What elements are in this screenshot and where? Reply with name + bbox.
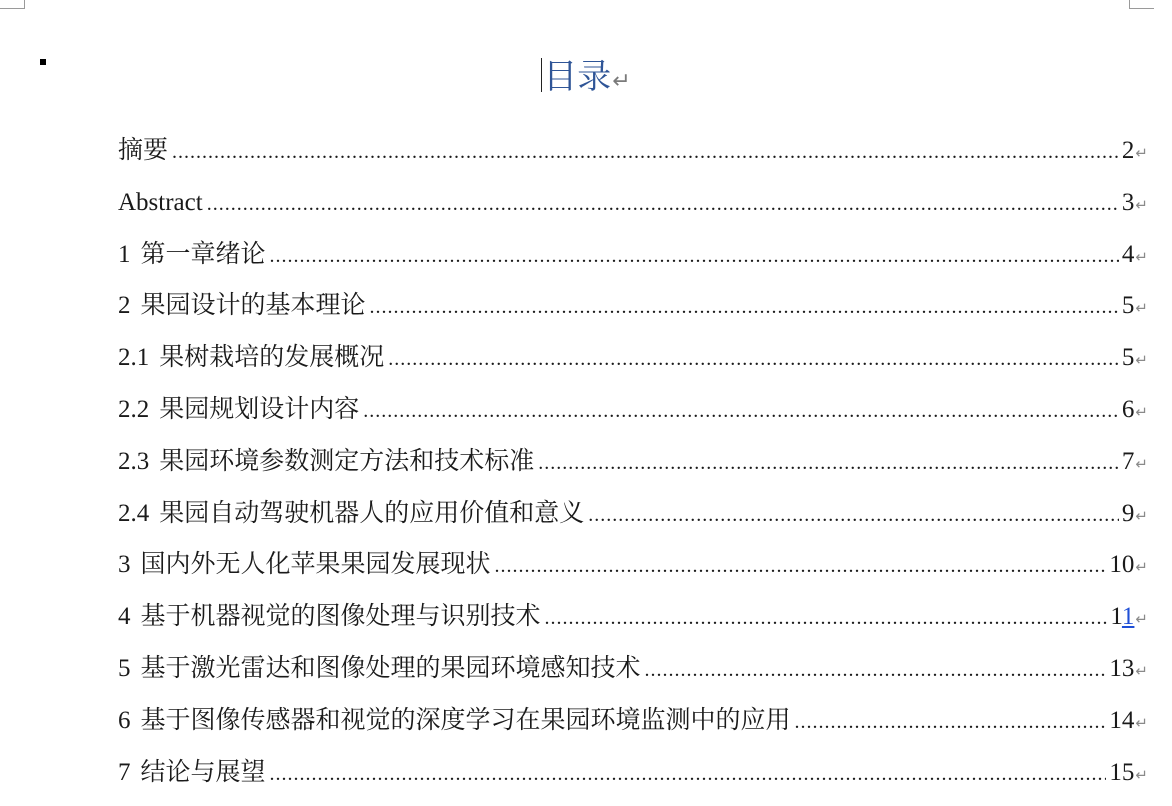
paragraph-mark-icon: ↵ <box>1135 610 1148 629</box>
toc-entry-page: 2 <box>1121 137 1135 164</box>
toc-entry-text: Abstract <box>118 188 203 216</box>
toc-entry-number: 6 <box>118 706 131 734</box>
toc-entry[interactable] <box>118 591 1148 643</box>
toc-entry-page: 10 <box>1109 551 1135 579</box>
toc-entry-text: 果园规划设计内容 <box>159 395 360 423</box>
toc-entry-text: 果园环境参数测定方法和技术标准 <box>159 447 535 475</box>
toc-entry[interactable] <box>118 125 1148 177</box>
toc-dot-leader <box>588 490 1119 542</box>
toc-entry-page: 4 <box>1121 240 1135 268</box>
toc-entry-number: 7 <box>118 758 131 786</box>
paragraph-mark-icon: ↵ <box>1135 506 1148 525</box>
toc-entry-label <box>118 643 641 695</box>
toc-entry[interactable] <box>118 229 1148 281</box>
toc-entry-number: 1 <box>118 240 131 268</box>
toc-entry-number: 5 <box>118 654 131 682</box>
toc-dot-leader <box>388 334 1119 386</box>
toc-dot-leader <box>545 593 1108 645</box>
paragraph-mark-icon: ↵ <box>612 69 631 94</box>
toc-entry-text: 果树栽培的发展概况 <box>159 344 385 372</box>
toc-entry[interactable] <box>118 384 1148 436</box>
toc-dot-leader <box>270 231 1119 283</box>
toc-entry-page: 15 <box>1109 758 1135 786</box>
toc-entry-page: 14 <box>1109 706 1135 734</box>
toc-entry-label <box>118 488 584 540</box>
toc-entry-page: 6 <box>1121 395 1135 423</box>
toc-entry[interactable] <box>118 177 1148 229</box>
toc-dot-leader <box>363 386 1119 438</box>
toc-entry[interactable] <box>118 488 1148 540</box>
paragraph-mark-icon: ↵ <box>1135 299 1148 318</box>
toc-entry-number: 3 <box>118 551 131 579</box>
toc-dot-leader <box>270 749 1107 801</box>
toc-entry-page: 5 <box>1121 292 1135 320</box>
toc-entry-number: 2.2 <box>118 395 150 423</box>
toc-dot-leader <box>207 179 1119 231</box>
toc-dot-leader <box>370 282 1119 334</box>
toc-entry[interactable] <box>118 332 1148 384</box>
toc-entry-number: 2.1 <box>118 344 150 372</box>
toc-heading[interactable] <box>0 52 1172 107</box>
toc-entry-label <box>118 695 791 747</box>
toc-entry-page: 11 <box>1110 603 1135 631</box>
paragraph-mark-icon: ↵ <box>1135 351 1148 370</box>
toc-dot-leader <box>538 438 1119 490</box>
toc-entry-number: 2.4 <box>118 499 150 527</box>
toc-entry-text: 果园设计的基本理论 <box>140 292 366 320</box>
toc-entry-page: 5 <box>1121 344 1135 372</box>
toc-entry-page: 13 <box>1109 654 1135 682</box>
toc-entry-label <box>118 125 168 177</box>
toc-entry-label <box>118 436 534 488</box>
paragraph-mark-icon: ↵ <box>1135 402 1148 421</box>
toc-entry-number: 2.3 <box>118 447 150 475</box>
toc-entry-label <box>118 332 384 384</box>
paragraph-mark-icon: ↵ <box>1135 558 1148 577</box>
toc-entry[interactable] <box>118 747 1148 799</box>
toc-entry[interactable] <box>118 436 1148 488</box>
crop-mark-top-right <box>1129 0 1154 9</box>
toc-entry-text: 结论与展望 <box>140 758 266 786</box>
toc-dot-leader <box>795 697 1107 749</box>
toc-entry-number: 2 <box>118 292 131 320</box>
paragraph-mark-icon: ↵ <box>1135 144 1148 162</box>
crop-mark-top-left <box>0 0 25 9</box>
toc-entry-text: 基于激光雷达和图像处理的果园环境感知技术 <box>140 654 641 682</box>
paragraph-mark-icon: ↵ <box>1135 661 1148 680</box>
toc-entry-number: 4 <box>118 603 131 631</box>
paragraph-mark-icon: ↵ <box>1135 454 1148 473</box>
toc-entry-label <box>118 591 541 643</box>
toc-entry[interactable] <box>118 280 1148 332</box>
toc-entry-page: 3 <box>1121 188 1135 216</box>
toc-entry-label <box>118 177 203 229</box>
toc-entry[interactable] <box>118 539 1148 591</box>
toc-entry-page: 9 <box>1121 499 1135 527</box>
toc-entry-page: 7 <box>1121 447 1135 475</box>
paragraph-mark-icon: ↵ <box>1135 765 1148 784</box>
toc-dot-leader <box>495 541 1107 593</box>
toc-entry-label <box>118 539 491 591</box>
toc-entry-text: 基于图像传感器和视觉的深度学习在果园环境监测中的应用 <box>140 706 791 734</box>
toc-list <box>118 125 1148 798</box>
paragraph-mark-icon: ↵ <box>1135 247 1148 266</box>
toc-heading-text: 目录 <box>543 57 612 97</box>
toc-entry-label <box>118 747 266 799</box>
toc-entry-text: 基于机器视觉的图像处理与识别技术 <box>140 603 541 631</box>
toc-entry-text: 果园自动驾驶机器人的应用价值和意义 <box>159 499 585 527</box>
toc-dot-leader <box>172 127 1119 179</box>
toc-dot-leader <box>645 645 1107 697</box>
paragraph-mark-icon: ↵ <box>1135 713 1148 732</box>
toc-entry-label <box>118 229 266 281</box>
paragraph-mark-icon: ↵ <box>1135 195 1148 214</box>
toc-entry-label <box>118 384 359 436</box>
toc-entry[interactable] <box>118 695 1148 747</box>
toc-entry-text: 摘要 <box>118 137 169 164</box>
toc-entry[interactable] <box>118 643 1148 695</box>
toc-entry-label <box>118 280 366 332</box>
toc-entry-text: 国内外无人化苹果果园发展现状 <box>140 551 491 579</box>
toc-entry-text: 第一章绪论 <box>140 240 266 268</box>
